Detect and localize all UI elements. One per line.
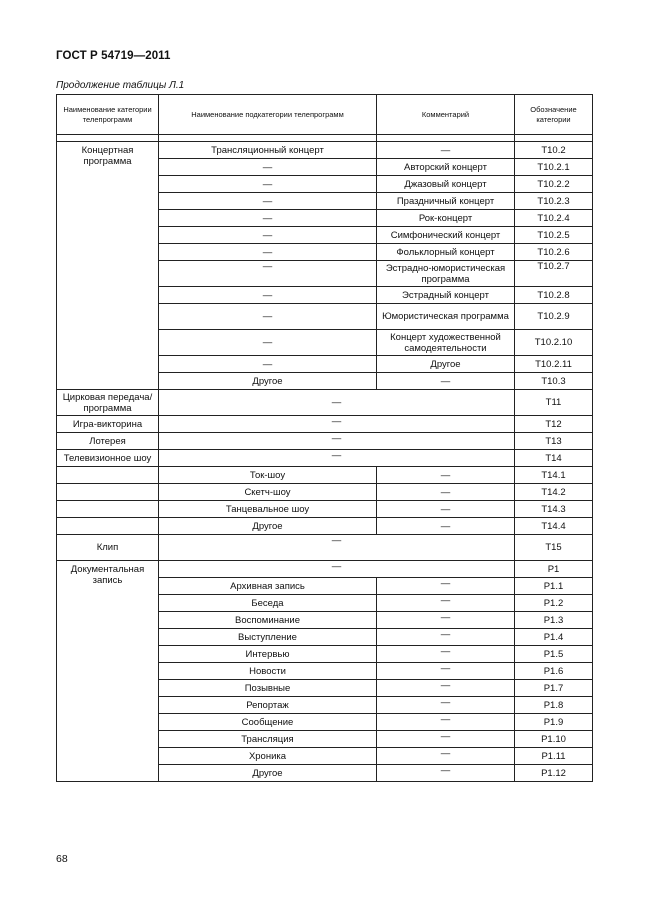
dash-cell: — bbox=[159, 390, 515, 416]
code-cell: T13 bbox=[515, 433, 593, 450]
code-cell: T10.2.7 bbox=[515, 261, 593, 287]
comment-cell: — bbox=[377, 731, 515, 748]
table-row bbox=[57, 142, 593, 159]
dash-cell: — bbox=[159, 416, 515, 433]
comment-cell: — bbox=[377, 765, 515, 782]
table-row bbox=[57, 467, 593, 484]
code-cell: P1.8 bbox=[515, 697, 593, 714]
code-cell: T10.2.8 bbox=[515, 287, 593, 304]
subcategory-cell: — bbox=[159, 330, 377, 356]
code-cell: T14.1 bbox=[515, 467, 593, 484]
table-header-row bbox=[57, 95, 593, 135]
category-cell: Концертная программа bbox=[57, 142, 159, 390]
code-cell: T10.2.3 bbox=[515, 193, 593, 210]
comment-cell: — bbox=[377, 748, 515, 765]
subcategory-cell: — bbox=[159, 210, 377, 227]
code-cell: P1.9 bbox=[515, 714, 593, 731]
code-cell: P1.4 bbox=[515, 629, 593, 646]
tvshow-section bbox=[57, 450, 593, 561]
comment-cell: Рок-концерт bbox=[377, 210, 515, 227]
table-row bbox=[57, 561, 593, 578]
subcategory-cell: Ток-шоу bbox=[159, 467, 377, 484]
spacer-row bbox=[57, 135, 593, 142]
subcategory-cell: Репортаж bbox=[159, 697, 377, 714]
comment-cell: — bbox=[377, 646, 515, 663]
code-cell: T10.2.2 bbox=[515, 176, 593, 193]
subcategory-cell: Архивная запись bbox=[159, 578, 377, 595]
code-cell: T10.2 bbox=[515, 142, 593, 159]
category-cell: Клип bbox=[57, 535, 159, 561]
comment-cell: Фольклорный концерт bbox=[377, 244, 515, 261]
code-cell: T10.2.1 bbox=[515, 159, 593, 176]
comment-cell: — bbox=[377, 612, 515, 629]
subcategory-cell: — bbox=[159, 261, 377, 287]
category-cell bbox=[57, 484, 159, 501]
comment-cell: Джазовый концерт bbox=[377, 176, 515, 193]
code-cell: T12 bbox=[515, 416, 593, 433]
comment-cell: — bbox=[377, 697, 515, 714]
code-cell: P1.7 bbox=[515, 680, 593, 697]
comment-cell: — bbox=[377, 680, 515, 697]
comment-cell: — bbox=[377, 595, 515, 612]
code-cell: P1.1 bbox=[515, 578, 593, 595]
concert-section bbox=[57, 135, 593, 390]
subcategory-cell: — bbox=[159, 287, 377, 304]
comment-cell: — bbox=[377, 629, 515, 646]
code-cell: P1.12 bbox=[515, 765, 593, 782]
comment-cell: — bbox=[377, 373, 515, 390]
subcategory-cell: Другое bbox=[159, 373, 377, 390]
code-cell: P1.6 bbox=[515, 663, 593, 680]
table-row bbox=[57, 450, 593, 467]
code-cell: T14.2 bbox=[515, 484, 593, 501]
comment-cell: Эстрадный концерт bbox=[377, 287, 515, 304]
code-cell: P1 bbox=[515, 561, 593, 578]
comment-cell: — bbox=[377, 467, 515, 484]
code-cell: T11 bbox=[515, 390, 593, 416]
table-row bbox=[57, 416, 593, 433]
dash-cell: — bbox=[159, 535, 515, 561]
subcategory-cell: Другое bbox=[159, 518, 377, 535]
subcategory-cell: — bbox=[159, 176, 377, 193]
subcategory-cell: — bbox=[159, 193, 377, 210]
comment-cell: — bbox=[377, 663, 515, 680]
category-cell: Игра-викторина bbox=[57, 416, 159, 433]
subcategory-cell: Новости bbox=[159, 663, 377, 680]
code-cell: T10.2.6 bbox=[515, 244, 593, 261]
dash-cell: — bbox=[159, 433, 515, 450]
subcategory-cell: Хроника bbox=[159, 748, 377, 765]
subcategory-cell: Танцевальное шоу bbox=[159, 501, 377, 518]
page-number: 68 bbox=[56, 853, 68, 865]
table-row bbox=[57, 501, 593, 518]
comment-cell: Эстрадно-юмористическая программа bbox=[377, 261, 515, 287]
document-header: ГОСТ Р 54719—2011 bbox=[56, 50, 171, 62]
subcategory-cell: — bbox=[159, 227, 377, 244]
subcategory-cell: — bbox=[159, 304, 377, 330]
subcategory-cell: Трансляция bbox=[159, 731, 377, 748]
code-cell: T10.3 bbox=[515, 373, 593, 390]
comment-cell: — bbox=[377, 578, 515, 595]
category-cell: Телевизионное шоу bbox=[57, 450, 159, 467]
category-cell bbox=[57, 467, 159, 484]
table-row bbox=[57, 518, 593, 535]
comment-cell: — bbox=[377, 714, 515, 731]
header-comment: Комментарий bbox=[377, 95, 515, 135]
category-cell: Документальная запись bbox=[57, 561, 159, 782]
dash-cell: — bbox=[159, 450, 515, 467]
subcategory-cell: Трансляционный концерт bbox=[159, 142, 377, 159]
code-cell: T10.2.5 bbox=[515, 227, 593, 244]
dash-cell: — bbox=[159, 561, 515, 578]
code-cell: T14.4 bbox=[515, 518, 593, 535]
code-cell: T10.2.11 bbox=[515, 356, 593, 373]
table-row bbox=[57, 390, 593, 416]
comment-cell: Другое bbox=[377, 356, 515, 373]
category-cell: Лотерея bbox=[57, 433, 159, 450]
comment-cell: — bbox=[377, 484, 515, 501]
comment-cell: Симфонический концерт bbox=[377, 227, 515, 244]
code-cell: T10.2.10 bbox=[515, 330, 593, 356]
subcategory-cell: Интервью bbox=[159, 646, 377, 663]
table-row bbox=[57, 484, 593, 501]
subcategory-cell: — bbox=[159, 244, 377, 261]
category-cell bbox=[57, 501, 159, 518]
subcategory-cell: — bbox=[159, 159, 377, 176]
comment-cell: — bbox=[377, 501, 515, 518]
code-cell: T15 bbox=[515, 535, 593, 561]
table-caption: Продолжение таблицы Л.1 bbox=[56, 80, 185, 91]
code-cell: P1.10 bbox=[515, 731, 593, 748]
header-category: Наименование категории телепрограмм bbox=[57, 95, 159, 135]
code-cell: T10.2.9 bbox=[515, 304, 593, 330]
comment-cell: Юмористическая программа bbox=[377, 304, 515, 330]
subcategory-cell: — bbox=[159, 356, 377, 373]
table-row bbox=[57, 535, 593, 561]
comment-cell: — bbox=[377, 518, 515, 535]
header-code: Обозначение категории bbox=[515, 95, 593, 135]
code-cell: P1.2 bbox=[515, 595, 593, 612]
subcategory-cell: Скетч-шоу bbox=[159, 484, 377, 501]
subcategory-cell: Беседа bbox=[159, 595, 377, 612]
comment-cell: Концерт художественной самодеятельности bbox=[377, 330, 515, 356]
header-subcategory: Наименование подкатегории телепрограмм bbox=[159, 95, 377, 135]
category-table bbox=[56, 94, 593, 782]
code-cell: T14.3 bbox=[515, 501, 593, 518]
category-cell bbox=[57, 518, 159, 535]
subcategory-cell: Сообщение bbox=[159, 714, 377, 731]
code-cell: T14 bbox=[515, 450, 593, 467]
comment-cell: Праздничный концерт bbox=[377, 193, 515, 210]
code-cell: P1.11 bbox=[515, 748, 593, 765]
category-cell: Цирковая передача/ программа bbox=[57, 390, 159, 416]
table-row bbox=[57, 433, 593, 450]
documentary-section bbox=[57, 561, 593, 782]
comment-cell: — bbox=[377, 142, 515, 159]
code-cell: P1.5 bbox=[515, 646, 593, 663]
subcategory-cell: Выступление bbox=[159, 629, 377, 646]
subcategory-cell: Воспоминание bbox=[159, 612, 377, 629]
code-cell: P1.3 bbox=[515, 612, 593, 629]
single-categories-section bbox=[57, 390, 593, 450]
subcategory-cell: Позывные bbox=[159, 680, 377, 697]
code-cell: T10.2.4 bbox=[515, 210, 593, 227]
subcategory-cell: Другое bbox=[159, 765, 377, 782]
comment-cell: Авторский концерт bbox=[377, 159, 515, 176]
